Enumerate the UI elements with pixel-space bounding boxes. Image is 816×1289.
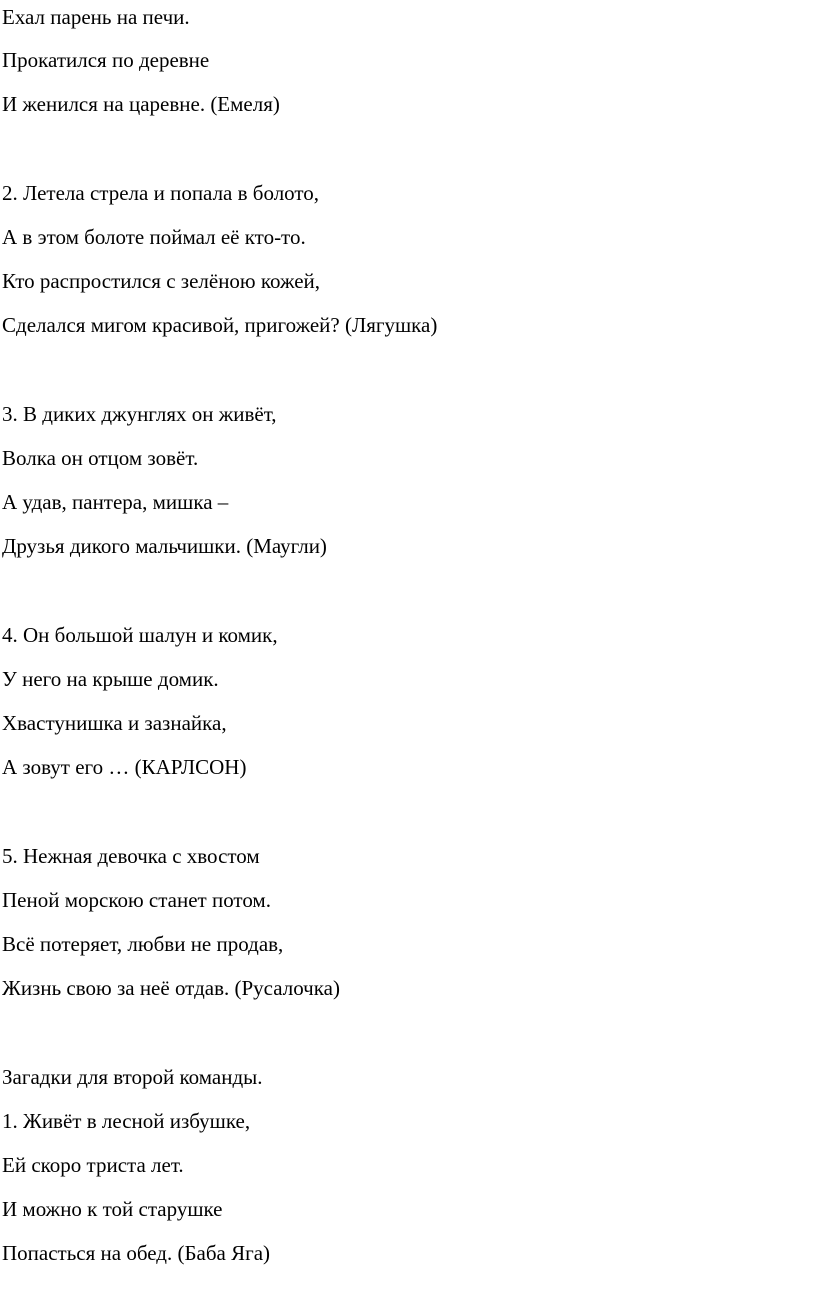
second-team-riddle-1-line-3: И можно к той старушке <box>2 1197 223 1221</box>
riddle-5-line-4: Жизнь свою за неё отдав. (Русалочка) <box>2 976 340 1000</box>
riddle-4-line-1: 4. Он большой шалун и комик, <box>2 623 278 647</box>
riddle-4-line-4: А зовут его … (КАРЛСОН) <box>2 755 247 779</box>
riddle-5-line-1: 5. Нежная девочка с хвостом <box>2 844 260 868</box>
riddle-3-line-2: Волка он отцом зовёт. <box>2 446 199 470</box>
riddle-2-line-2: А в этом болоте поймал её кто-то. <box>2 225 306 249</box>
riddle-3-line-4: Друзья дикого мальчишки. (Маугли) <box>2 534 327 558</box>
second-team-riddle-1-line-2: Ей скоро триста лет. <box>2 1153 184 1177</box>
second-team-riddle-1-line-4: Попасться на обед. (Баба Яга) <box>2 1241 271 1265</box>
riddle-emelya-line-1: Ехал парень на печи. <box>2 5 190 29</box>
riddle-4-line-2: У него на крыше домик. <box>2 667 219 691</box>
riddle-5-line-3: Всё потеряет, любви не продав, <box>2 932 284 956</box>
riddle-2-line-4: Сделался мигом красивой, пригожей? (Лягушка) <box>2 313 438 337</box>
riddle-2-line-3: Кто распростился с зелёною кожей, <box>2 269 321 293</box>
riddle-2-line-1: 2. Летела стрела и попала в болото, <box>2 181 320 205</box>
riddle-emelya-line-3: И женился на царевне. (Емеля) <box>2 92 280 116</box>
riddle-4-line-3: Хвастунишка и зазнайка, <box>2 711 227 735</box>
second-team-riddle-1-line-1: 1. Живёт в лесной избушке, <box>2 1109 251 1133</box>
section-heading: Загадки для второй команды. <box>2 1065 263 1089</box>
riddle-5-line-2: Пеной морскою станет потом. <box>2 888 271 912</box>
riddle-3-line-3: А удав, пантера, мишка – <box>2 490 229 514</box>
riddle-emelya-line-2: Прокатился по деревне <box>2 48 210 72</box>
riddle-3-line-1: 3. В диких джунглях он живёт, <box>2 402 277 426</box>
